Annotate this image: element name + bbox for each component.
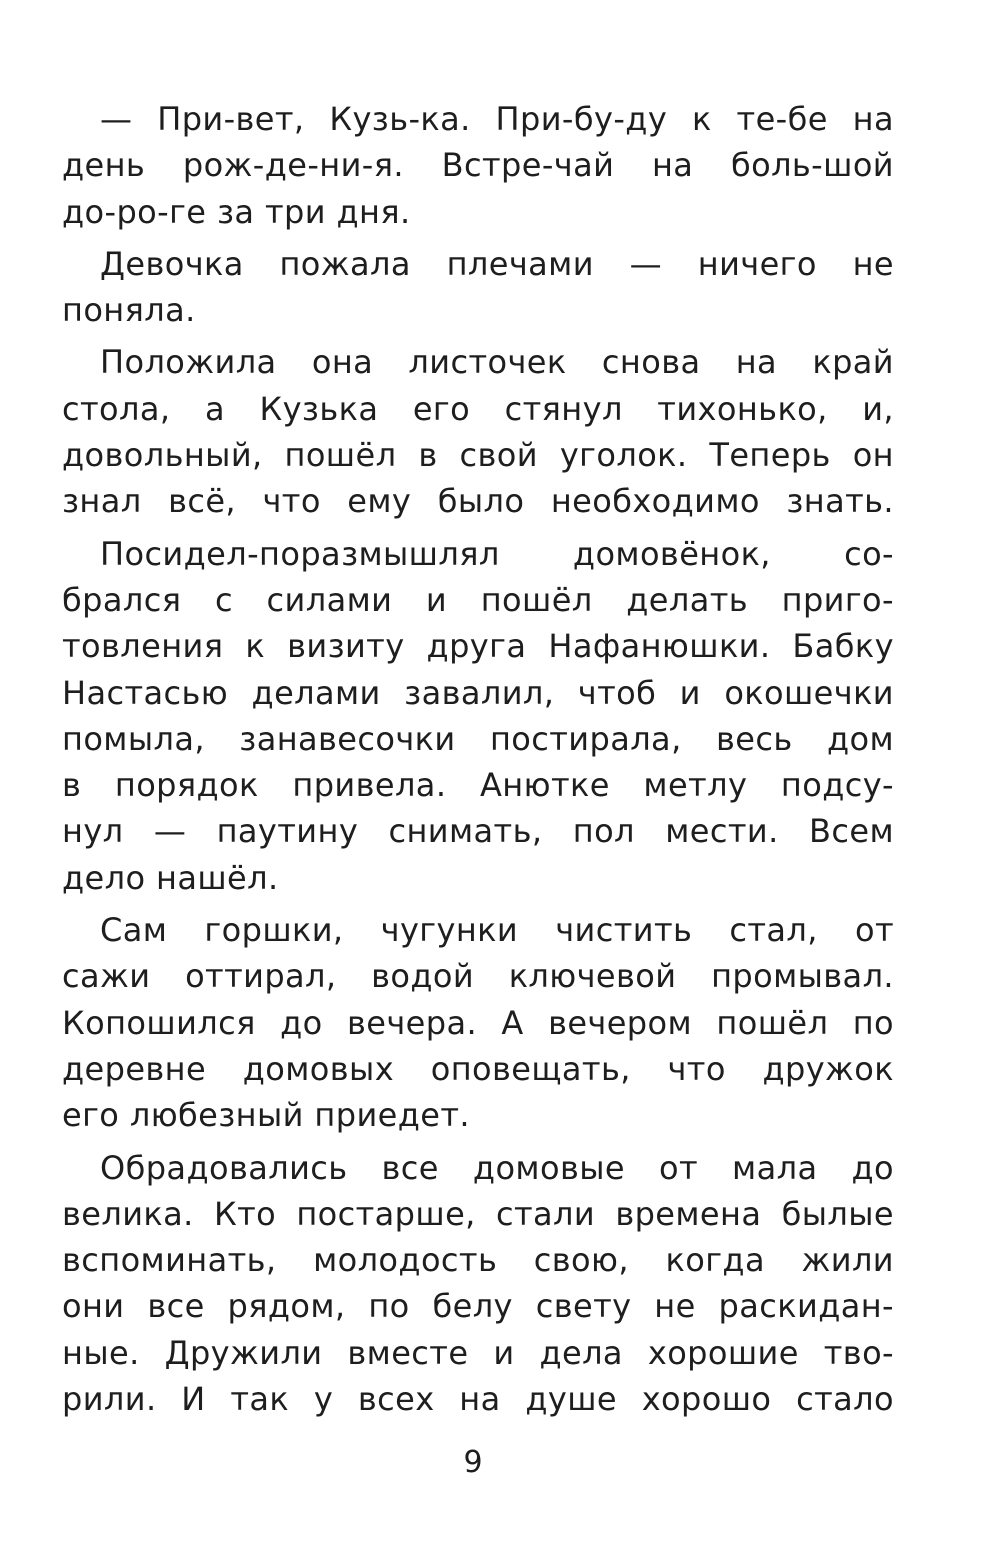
text-line: поняла. (62, 291, 196, 330)
text-line: Положила она листочек снова на край (100, 343, 894, 382)
text-line: — При-вет, Кузь-ка. При-бу-ду к те-бе на (100, 100, 894, 138)
text-line: Копошился до вечера. А вечером пошёл по (62, 1003, 894, 1042)
paragraph (62, 339, 894, 524)
text-line: Настасью делами завалил, чтоб и окошечки (62, 673, 894, 712)
text-line: Обрадовались все домовые от мала до (100, 1148, 894, 1187)
text-line: до-ро-ге за три дня. (62, 192, 411, 231)
text-line: деревне домовых оповещать, что дружок (62, 1049, 894, 1088)
text-line: день рож-де-ни-я. Встре-чай на боль-шой (62, 146, 894, 185)
text-line: велика. Кто постарше, стали времена былые (62, 1194, 894, 1233)
text-line: его любезный приедет. (62, 1096, 470, 1135)
text-line: знал всё, что ему было необходимо знать. (62, 482, 894, 521)
text-line: Посидел-поразмышлял домовёнок, со- (100, 534, 894, 573)
text-line: ные. Дружили вместе и дела хорошие тво- (62, 1333, 894, 1372)
text-line: рили. И так у всех на душе хорошо стало (62, 1380, 894, 1419)
text-line: брался с силами и пошёл делать приго- (62, 580, 894, 619)
paragraph (62, 241, 894, 334)
paragraph (62, 1145, 894, 1423)
text-line: сажи оттирал, водой ключевой промывал. (62, 957, 894, 996)
paragraph (62, 907, 894, 1138)
text-line: довольный, пошёл в свой уголок. Теперь он (62, 436, 894, 475)
page-body (62, 96, 894, 1428)
text-line: Сам горшки, чугунки чистить стал, от (100, 911, 894, 950)
page-number: 9 (463, 1445, 483, 1480)
text-line: Девочка пожала плечами — ничего не (100, 244, 894, 283)
text-line: нул — паутину снимать, пол мести. Всем (62, 812, 894, 851)
text-line: товления к визиту друга Нафанюшки. Бабку (62, 627, 894, 666)
text-line: вспоминать, молодость свою, когда жили (62, 1241, 894, 1280)
text-line: в порядок привела. Анютке метлу подсу- (62, 766, 894, 805)
paragraph (62, 96, 894, 235)
text-line: дело нашёл. (62, 858, 279, 897)
text-line: они все рядом, по белу свету не раскидан- (62, 1287, 894, 1326)
text-line: стола, а Кузька его стянул тихонько, и, (62, 389, 894, 428)
paragraph (62, 531, 894, 901)
text-line: помыла, занавесочки постирала, весь дом (62, 719, 894, 758)
